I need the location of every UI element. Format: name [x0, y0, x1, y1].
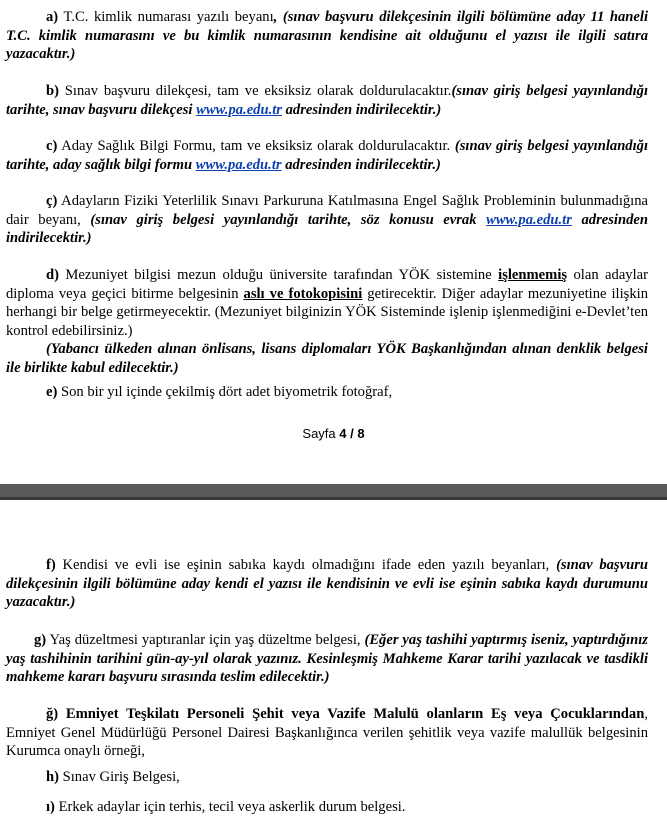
item-cc-note: (sınav giriş belgesi yayınlandığı tarihte, söz konusu evrak	[90, 211, 487, 228]
item-d-note: (Yabancı ülkeden alınan önlisans, lisans diplomaları YÖK Başkanlığından alınan denklik belgesi ile birlikte kabul edilecektir.)	[6, 341, 648, 376]
item-d-emphasis-2: aslı ve fotokopisini	[243, 285, 363, 302]
item-d-emphasis-1: işlenmemiş	[498, 267, 568, 283]
item-b-label: b)	[46, 83, 59, 99]
item-d-text-2: olan adaylar diploma veya geçici bitirme belgesinin	[6, 267, 648, 302]
item-f-note: (sınav başvuru dilekçesinin ilgili bölümüne aday kendi el yazısı ile kendisinin ve evli ise eşinin sabıka kaydı durumunu yazacaktır.)	[6, 557, 648, 610]
item-h-text: Sınav Giriş Belgesi,	[58, 769, 180, 785]
item-e	[6, 383, 648, 402]
item-d	[6, 266, 648, 377]
item-h	[6, 768, 648, 787]
item-gg-text: , Emniyet Genel Müdürlüğü Personel Dairesi Başkanlığınca verilen şehitlik veya vazife malullük belgesinin Kurumca onaylı örneği,	[6, 706, 648, 759]
item-c-note-end: adresinden indirilecektir.)	[281, 156, 441, 173]
page-separator	[0, 484, 667, 500]
item-cc-text: Adayların Fiziki Yeterlilik Sınavı Parkuruna Katılmasına Engel Sağlık Probleminin bulunmadığına dair beyanı,	[6, 193, 648, 228]
page-number-prefix: Sayfa	[302, 426, 340, 441]
item-d-text-1: Mezuniyet bilgisi mezun olduğu üniversite tarafından YÖK sistemine	[58, 267, 499, 283]
page-number-separator: /	[346, 426, 358, 441]
item-h-label: h)	[46, 769, 59, 785]
page-footer	[0, 426, 667, 441]
item-b-text: Sınav başvuru dilekçesi, tam ve eksiksiz olarak doldurulacaktır.	[58, 83, 452, 99]
item-f-text: Kendisi ve evli ise eşinin sabıka kaydı olmadığını ifade eden yazılı beyanları,	[55, 557, 557, 573]
item-c	[6, 137, 648, 174]
item-cc-link[interactable]: www.pa.edu.tr	[486, 211, 572, 228]
item-g-label: g)	[34, 632, 47, 648]
item-b-note-end: adresinden indirilecektir.)	[281, 101, 442, 118]
item-e-label: e)	[46, 384, 58, 400]
page-number-current: 4	[339, 426, 347, 441]
item-f-label: f)	[46, 557, 56, 573]
item-i-label: ı)	[46, 799, 55, 815]
document-page-5	[0, 500, 667, 823]
item-g	[6, 631, 648, 687]
item-gg-label: ğ)	[46, 706, 59, 722]
item-a-text: T.C. kimlik numarası yazılı beyanı	[58, 9, 274, 25]
item-b-link[interactable]: www.pa.edu.tr	[196, 101, 282, 118]
item-f	[6, 556, 648, 612]
item-b-note: (sınav giriş belgesi yayınlandığı tarihte, sınav başvuru dilekçesi	[6, 83, 648, 118]
item-i	[6, 798, 648, 817]
item-g-note: (Eğer yaş tashihi yaptırmış iseniz, yaptırdığınız yaş tashihinin tarihini gün-ay-yıl olarak yazınız. Kesinleşmiş Mahkeme Karar tarihi yazılacak ve tasdikli mahkeme kararı başvuru sırasında teslim edilecektir.)	[6, 632, 648, 685]
item-g-text: Yaş düzeltmesi yaptıranlar için yaş düzeltme belgesi,	[46, 632, 365, 648]
item-c-link[interactable]: www.pa.edu.tr	[195, 156, 282, 173]
item-gg-bold: Emniyet Teşkilatı Personeli Şehit veya Vazife Malulü olanların Eş veya Çocuklarından	[58, 706, 645, 722]
item-a-label: a)	[46, 9, 59, 25]
item-c-note: (sınav giriş belgesi yayınlandığı tarihte, aday sağlık bilgi formu	[6, 138, 649, 173]
item-b	[6, 82, 648, 119]
item-cc	[6, 192, 648, 248]
page-number-total: 8	[357, 426, 365, 441]
item-d-label: d)	[46, 267, 59, 283]
item-i-text: Erkek adaylar için terhis, tecil veya askerlik durum belgesi.	[54, 799, 406, 815]
item-cc-label: ç)	[46, 193, 58, 209]
item-c-text: Aday Sağlık Bilgi Formu, tam ve eksiksiz olarak doldurulacaktır.	[57, 138, 455, 154]
item-e-text: Son bir yıl içinde çekilmiş dört adet biyometrik fotoğraf,	[57, 384, 393, 400]
item-d-text-3: getirecektir. Diğer adaylar mezuniyetine ilişkin herhangi bir belge getirmeyecektir. (Mezuniyet bilginizin YÖK Sisteminde işlenip işlenmediğini e-Devlet’ten kontrol edebilirsiniz.)	[6, 285, 648, 339]
item-cc-note-end: adresinden indirilecektir.)	[6, 211, 648, 246]
item-a-note: , (sınav başvuru dilekçesinin ilgili bölümüne aday 11 haneli T.C. kimlik numarasını ve bu kimlik numarasının kendisine ait olduğunu el yazısı ile ilgili satıra yazacaktır.)	[6, 9, 649, 62]
item-gg	[6, 705, 648, 761]
item-a	[6, 8, 648, 64]
item-c-label: c)	[46, 138, 58, 154]
